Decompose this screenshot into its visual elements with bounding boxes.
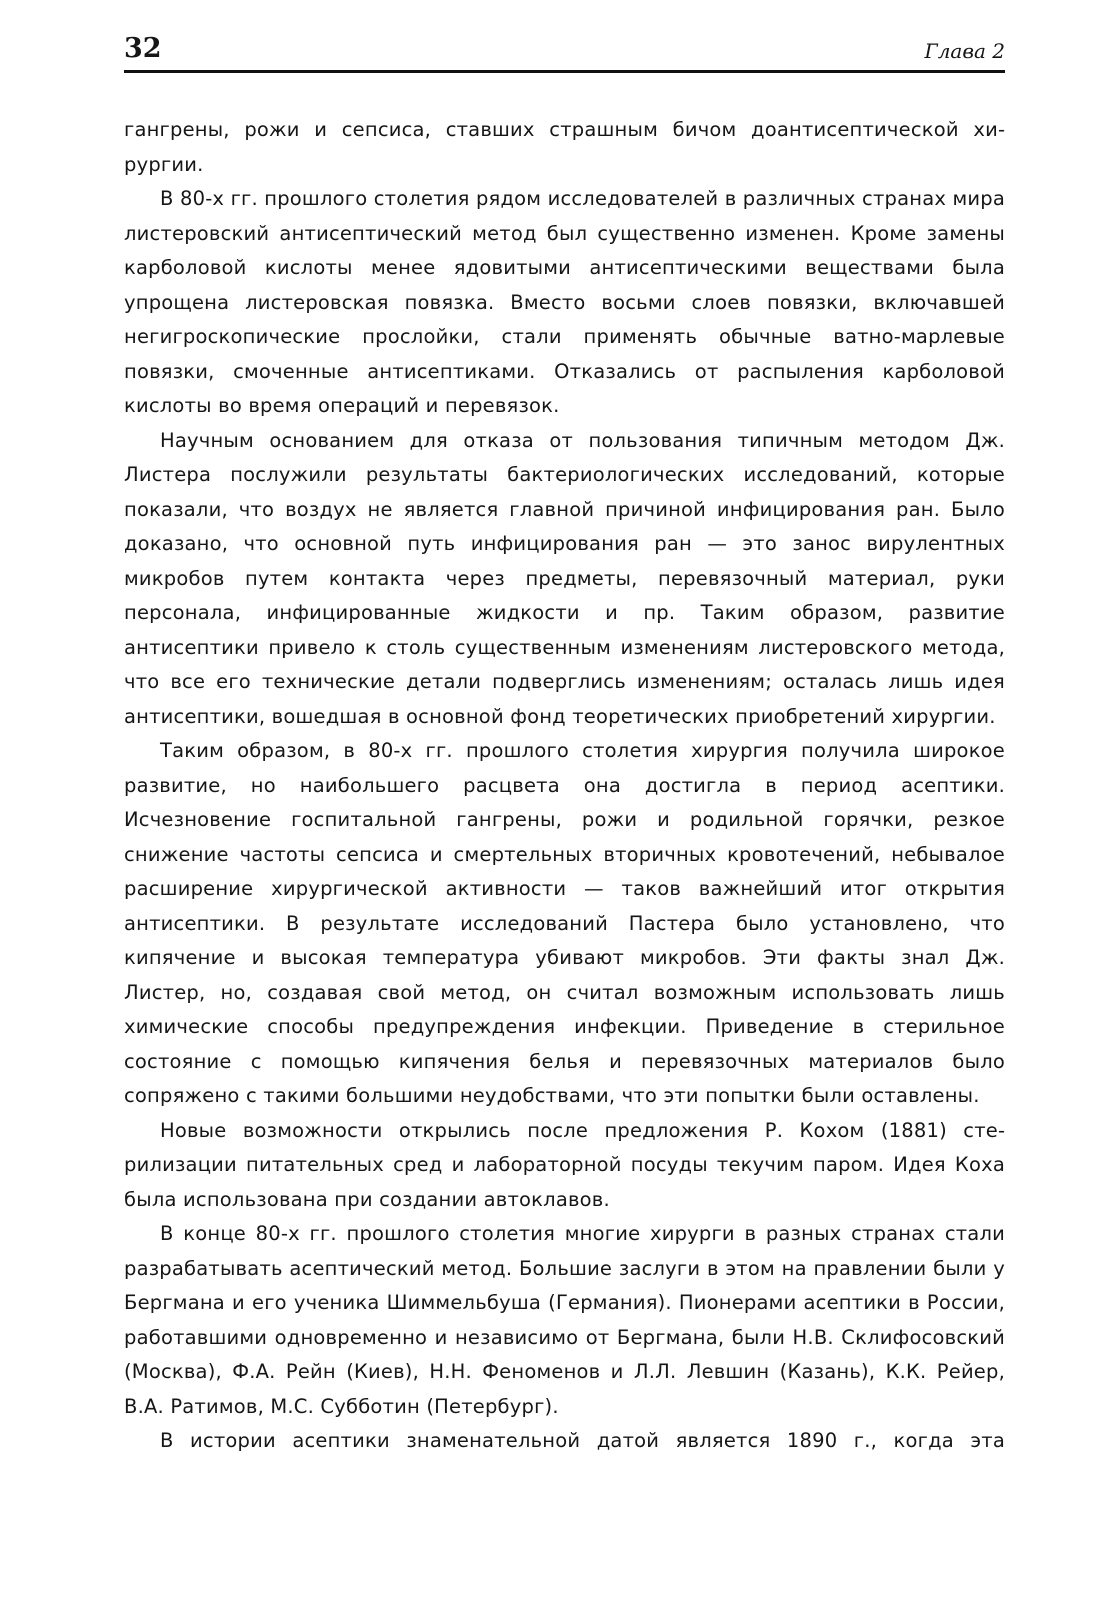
- paragraph-continues: В истории асептики знаменательной датой является 1890 г., когда эта: [160, 1429, 1005, 1452]
- paragraph: В конце 80-х гг. прошлого столетия многие хирурги в разных странах стали разрабатывать асептический метод. Большие заслуги в этом на правлении были у Бергмана и его ученика Шиммельбуша (Германия). Пионерами асептики в России, работавшими одновременно и независимо от Бергмана, были Н.В. Склифосовский (Москва), Ф.А. Рейн (Киев), Н.Н. Феноменов и Л.Л. Левшин (Казань), К.К. Рейер, В.А. Ратимов, М.С. Субботин (Петербург).: [124, 1222, 1005, 1418]
- page-header: [124, 28, 1005, 73]
- paragraph-continued: гангрены, рожи и сепсиса, ставших страшным бичом доантисептической хирургии.: [124, 118, 1005, 176]
- paragraph: В 80-х гг. прошлого столетия рядом исследователей в различных странах мира листеровский антисептический метод был существенно изменен. Кроме замены карболовой кислоты менее ядовитыми антисептическими веществами была упрощена листеровская повязка. Вместо восьми слоев повязки, включавшей негигроскопические прослойки, стали применять обычные ватно-марлевые повязки, смоченные антисептиками. Отказались от распыления карболовой кислоты во время операций и перевязок.: [124, 187, 1005, 417]
- page-number: 32: [124, 33, 162, 64]
- running-head: Глава 2: [924, 39, 1005, 63]
- body-text: [124, 113, 1005, 1459]
- paragraph: Научным основанием для отказа от пользования типичным методом Дж. Листера послужили результаты бактериологических исследований, которые показали, что воздух не является главной причиной инфицирования ран. Было доказано, что основной путь инфицирования ран — это занос вирулентных микробов путем контакта через предметы, перевязочный материал, руки персонала, инфицированные жидкости и пр. Таким образом, развитие антисептики привело к столь существенным изменениям листеровского метода, что все его технические детали подверглись изменениям; осталась лишь идея антисептики, вошедшая в основной фонд теоретических приобретений хирургии.: [124, 428, 1005, 728]
- paragraph: Таким образом, в 80-х гг. прошлого столетия хирургия получила широкое развитие, но наибольшего расцвета она достигла в период асептики. Исчезновение госпитальной гангрены, рожи и родильной горячки, резкое снижение частоты сепсиса и смертельных вторичных кровотечений, небывалое расширение хирургической активности — таков важнейший итог открытия антисептики. В результате исследований Пастера было установлено, что кипячение и высокая температура убивают микробов. Эти факты знал Дж. Листер, но, создавая свой метод, он считал возможным использовать лишь химические способы предупреждения инфекции. Приведение в стерильное состояние с помощью кипячения белья и перевязочных материалов было сопряжено с такими большими неудобствами, что эти попытки были оставлены.: [124, 739, 1005, 1107]
- paragraph: Новые возможности открылись после предложения Р. Кохом (1881) стерилизации питательных сред и лабораторной посуды текучим паром. Идея Коха была использована при создании автоклавов.: [124, 1118, 1005, 1211]
